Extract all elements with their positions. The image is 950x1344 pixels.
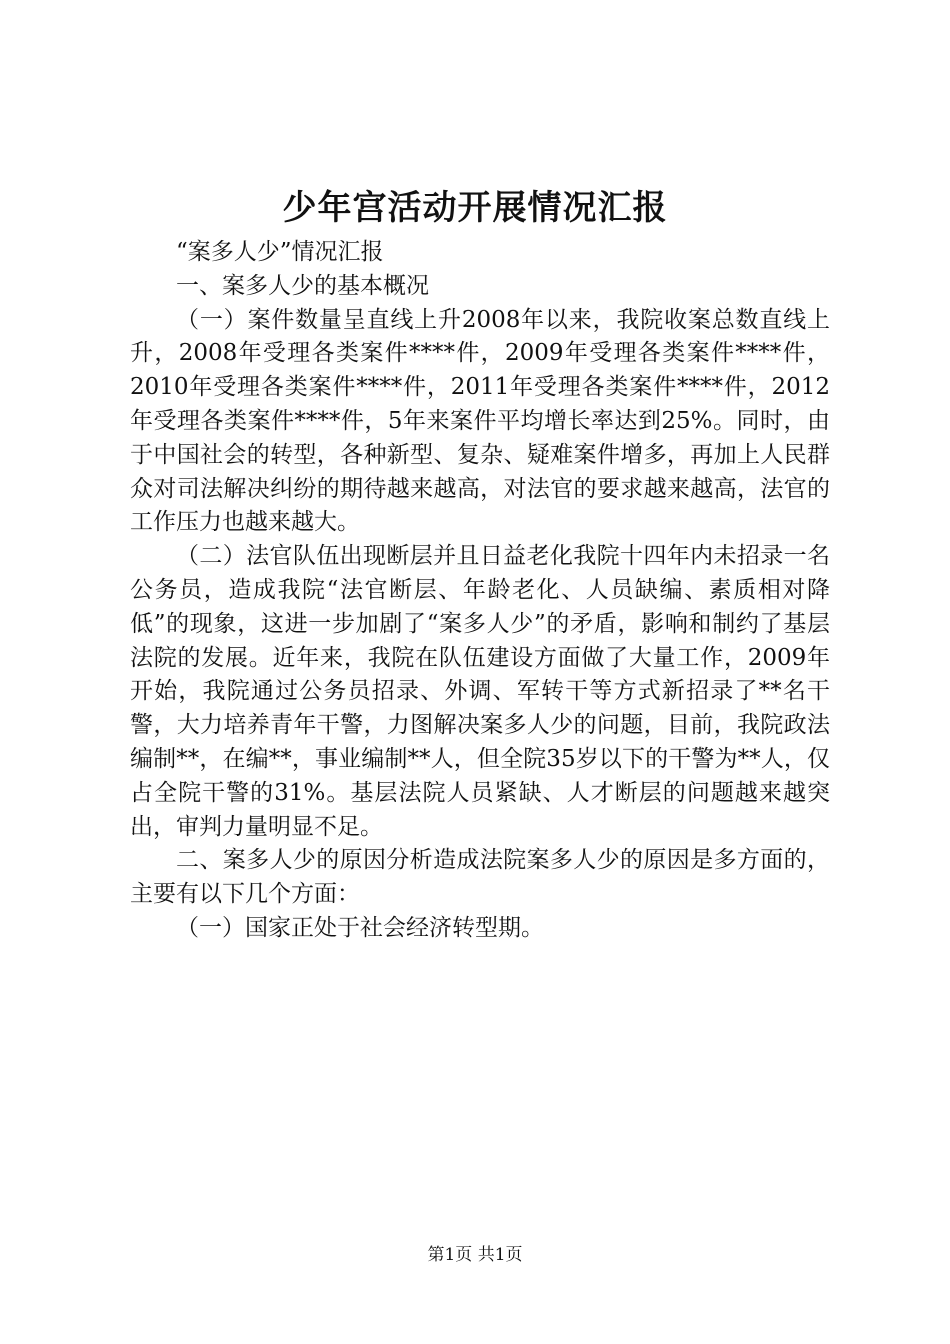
- paragraph-economic-transition: （一）国家正处于社会经济转型期。: [176, 914, 544, 941]
- section-heading-2: 二、案多人少的原因分析造成法院案多人少的原因是多方面的，主要有以下几个方面：: [130, 847, 830, 908]
- paragraph-staff-shortage: （二）法官队伍出现断层并且日益老化我院十四年内未招录一名公务员，造成我院“法官断层、年龄老化、人员缺编、素质相对降低”的现象，这进一步加剧了“案多人少”的矛盾，影响和制约了基层法院的发展。近年来，我院在队伍建设方面做了大量工作，2009年开始，我院通过公务员招录、外调、军转干等方式新招录了**名干警，大力培养青年干警，力图解决案多人少的问题，目前，我院政法编制**，在编**，事业编制**人，但全院35岁以下的干警为**人，仅占全院干警的31%。基层法院人员紧缺、人才断层的问题越来越突出，审判力量明显不足。: [130, 543, 830, 840]
- document-body: [130, 236, 830, 946]
- page-footer: 第1页 共1页: [427, 1245, 523, 1265]
- paragraph-subtitle: “案多人少”情况汇报: [176, 239, 384, 265]
- section-heading-1: 一、案多人少的基本概况: [176, 272, 429, 299]
- document-title: 少年宫活动开展情况汇报: [282, 188, 668, 228]
- paragraph-case-growth: （一）案件数量呈直线上升2008年以来，我院收案总数直线上升，2008年受理各类案件****件，2009年受理各类案件****件，2010年受理各类案件****件，2011年受理各类案件****件，2012年受理各类案件****件，5年来案件平均增长率达到25%。同时，由于中国社会的转型，各种新型、复杂、疑难案件增多，再加上人民群众对司法解决纠纷的期待越来越高，对法官的要求越来越高，法官的工作压力也越来越大。: [130, 306, 830, 536]
